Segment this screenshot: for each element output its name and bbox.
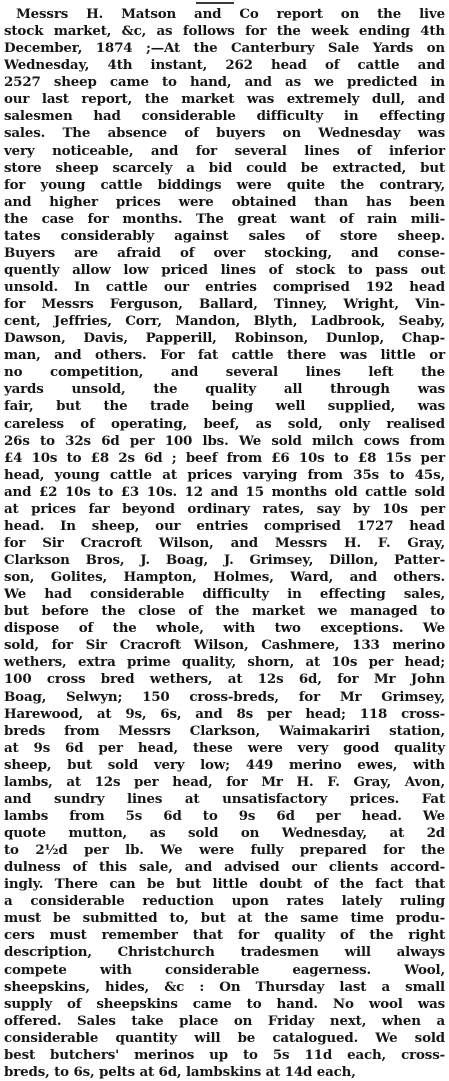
article-line: compete with considerable eagerness. Wool,: [4, 961, 445, 978]
article-line: 2527 sheep came to hand, and as we predicted in: [4, 74, 445, 91]
article-line: Boag, Selwyn; 150 cross-breds, for Mr Grimsey,: [4, 688, 445, 705]
article-line: sheepskins, hides, &c : On Thursday last a small: [4, 978, 445, 995]
article-line: wethers, extra prime quality, shorn, at 10s per head;: [4, 654, 445, 671]
article-line: supply of sheepskins came to hand. No wool was: [4, 995, 445, 1012]
article-line: lambs, at 12s per head, for Mr H. F. Gray, Avon,: [4, 773, 445, 790]
article-line: quently allow low priced lines of stock to pass out: [4, 261, 445, 278]
article-line: tates considerably against sales of store sheep.: [4, 227, 445, 244]
article-line: head. In sheep, our entries comprised 1727 head: [4, 517, 445, 534]
article-line: unsold. In cattle our entries comprised 192 head: [4, 279, 445, 295]
article-line: salesmen had considerable difficulty in effecting: [4, 108, 445, 125]
article-line: head, young cattle at prices varying from 35s to 45s,: [4, 466, 445, 483]
article-line: must be submitted to, but at the same time produ-: [4, 910, 445, 927]
article-line: our last report, the market was extremely dull, and: [4, 91, 445, 108]
article-line: for Sir Cracroft Wilson, and Messrs H. F. Gray,: [4, 534, 445, 551]
article-line: description, Christchurch tradesmen will always: [4, 944, 445, 961]
article-line: offered. Sales take place on Friday next, when a: [4, 1012, 445, 1029]
article-line: sales. The absence of buyers on Wednesday was: [4, 125, 445, 142]
article-line: for young cattle biddings were quite the contrary,: [4, 176, 445, 193]
article-line: for Messrs Ferguson, Ballard, Tinney, Wright, Vin-: [4, 296, 445, 313]
article-line: son, Golites, Hampton, Holmes, Ward, and others.: [4, 569, 445, 586]
article-line: lambs from 5s 6d to 9s 6d per head. We: [4, 807, 445, 824]
article-line: to 2½d per lb. We were fully prepared for the: [4, 842, 445, 859]
article-line: very noticeable, and for several lines of inferior: [4, 142, 445, 159]
article-line: Buyers are afraid of over stocking, and conse-: [4, 244, 445, 261]
article-line: sold, for Sir Cracroft Wilson, Cashmere, 133 merino: [4, 637, 445, 654]
article-line: dulness of this sale, and advised our clients accord-: [4, 859, 445, 876]
article-line: best butchers' merinos up to 5s 11d each, cross-: [4, 1046, 445, 1063]
article-line: no competition, and several lines left the: [4, 364, 445, 381]
article-line: and higher prices were obtained than has been: [4, 193, 445, 210]
article-line: sheep, but sold very low; 449 merino ewes, with: [4, 756, 445, 773]
column-separator-rule: [196, 2, 234, 4]
article-line: 26s to 32s 6d per 100 lbs. We sold milch cows from: [4, 432, 445, 449]
article-line: a considerable reduction upon rates lately ruling: [4, 893, 445, 910]
article-line: but before the close of the market we managed to: [4, 603, 445, 620]
article-line: breds, to 6s, pelts at 6d, lambskins at 14d each,: [4, 1063, 356, 1080]
article-line: £4 10s to £8 2s 6d ; beef from £6 10s to £8 15s per: [4, 449, 445, 466]
article-line: quote mutton, as sold on Wednesday, at 2d: [4, 825, 445, 841]
article-line: stock market, &c, as follows for the week ending 4th: [4, 23, 445, 40]
stock-market-report-article: [4, 6, 445, 1080]
article-line: considerable quantity will be catalogued. We sold: [4, 1029, 445, 1046]
article-line: 100 cross bred wethers, at 12s 6d, for Mr John: [4, 671, 445, 688]
article-line: the case for months. The great want of rain mili-: [4, 210, 445, 227]
article-line: Dawson, Davis, Papperill, Robinson, Dunlop, Chap-: [4, 330, 445, 347]
article-line: and sundry lines at unsatisfactory prices. Fat: [4, 790, 445, 807]
article-line: at 9s 6d per head, these were very good quality: [4, 739, 445, 756]
article-line: December, 1874 ;—At the Canterbury Sale Yards on: [4, 40, 445, 57]
article-line: Wednesday, 4th instant, 262 head of cattle and: [4, 57, 445, 74]
article-line: fair, but the trade being well supplied, was: [4, 398, 445, 415]
article-line: careless of operating, beef, as sold, only realised: [4, 415, 445, 432]
article-line: breds from Messrs Clarkson, Waimakariri station,: [4, 722, 445, 739]
article-line: Clarkson Bros, J. Boag, J. Grimsey, Dillon, Patter-: [4, 552, 445, 568]
article-line: dispose of the whole, with two exceptions. We: [4, 620, 445, 637]
article-line: We had considerable difficulty in effecting sales,: [4, 586, 445, 603]
article-line: at prices far beyond ordinary rates, say by 10s per: [4, 500, 445, 517]
article-line: yards unsold, the quality all through was: [4, 381, 445, 398]
article-line: and £2 10s to £3 10s. 12 and 15 months old cattle sold: [4, 483, 445, 500]
article-line: Messrs H. Matson and Co report on the live: [16, 6, 445, 22]
article-line: ingly. There can be but little doubt of the fact that: [4, 876, 445, 893]
article-line: man, and others. For fat cattle there was little or: [4, 347, 445, 364]
article-line: store sheep scarcely a bid could be extracted, but: [4, 159, 445, 176]
article-line: Harewood, at 9s, 6s, and 8s per head; 118 cross-: [4, 705, 445, 722]
article-line: cers must remember that for quality of the right: [4, 927, 445, 944]
article-line: cent, Jeffries, Corr, Mandon, Blyth, Ladbrook, Seaby,: [4, 313, 445, 330]
